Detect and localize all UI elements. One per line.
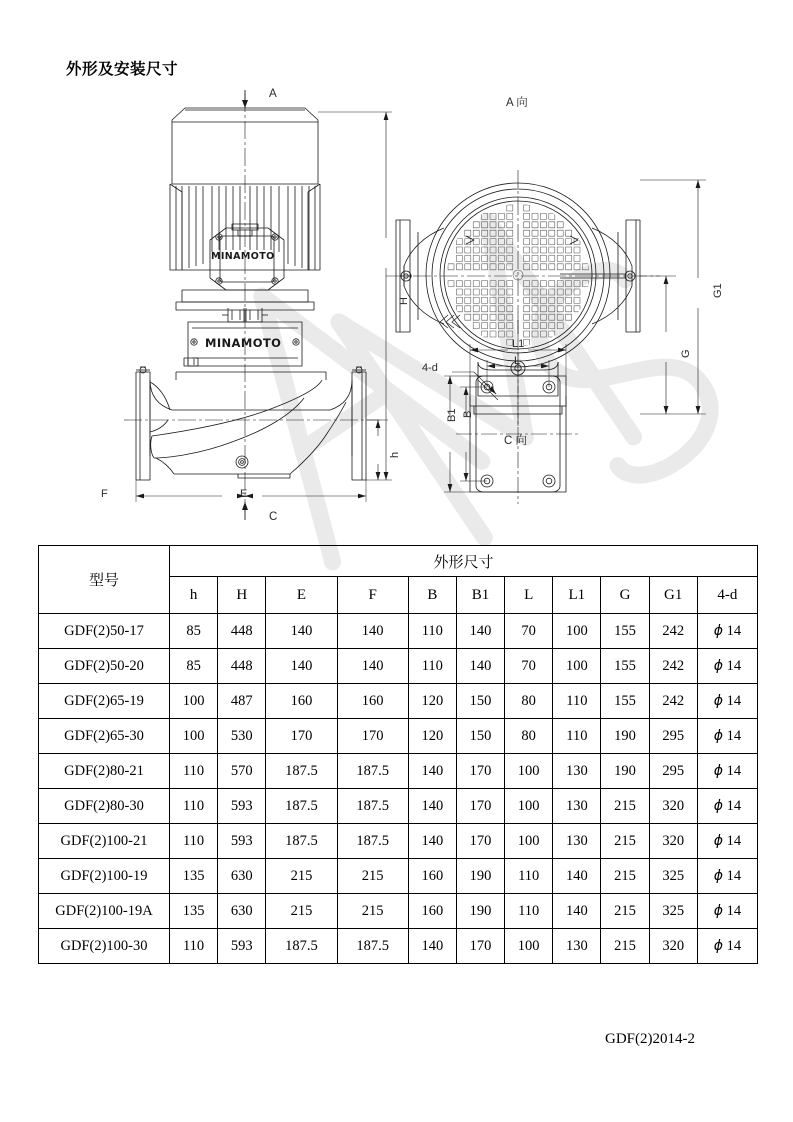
cell-model: GDF(2)80-21: [39, 754, 170, 789]
cell-e: 187.5: [266, 754, 337, 789]
cell-h: 593: [218, 824, 266, 859]
header-col-g1: G1: [649, 577, 697, 614]
cell-b1: 170: [456, 929, 504, 964]
cell-b1: 140: [456, 614, 504, 649]
cell-e: 187.5: [266, 824, 337, 859]
cell-h: 630: [218, 894, 266, 929]
cell-h: 630: [218, 859, 266, 894]
cell-4-d: ϕ 14: [697, 719, 757, 754]
header-col-b: B: [408, 577, 456, 614]
cell-e: 215: [266, 894, 337, 929]
cell-g1: 320: [649, 824, 697, 859]
cell-4-d: ϕ 14: [697, 614, 757, 649]
section-marker-c: C: [269, 511, 278, 523]
pump-outline-drawing: [0, 80, 793, 535]
cell-b: 140: [408, 754, 456, 789]
header-col-h: h: [170, 577, 218, 614]
cell-l: 110: [505, 859, 553, 894]
cell-h: 85: [170, 614, 218, 649]
dim-label-L: L: [514, 355, 521, 367]
cell-f: 140: [337, 649, 408, 684]
cell-b1: 170: [456, 754, 504, 789]
cell-e: 187.5: [266, 789, 337, 824]
cell-h: 100: [170, 684, 218, 719]
cell-g: 215: [601, 789, 649, 824]
cell-b: 160: [408, 894, 456, 929]
table-row: [39, 824, 758, 859]
cell-b: 110: [408, 649, 456, 684]
cell-model: GDF(2)65-19: [39, 684, 170, 719]
cell-h: 448: [218, 614, 266, 649]
table-row: [39, 789, 758, 824]
cell-4-d: ϕ 14: [697, 754, 757, 789]
cell-l1: 130: [553, 824, 601, 859]
cell-g1: 295: [649, 754, 697, 789]
cell-4-d: ϕ 14: [697, 929, 757, 964]
table-row: [39, 649, 758, 684]
cell-b1: 140: [456, 649, 504, 684]
dim-label-F: F: [101, 488, 108, 500]
cell-g1: 325: [649, 859, 697, 894]
phi-icon: ϕ: [713, 692, 723, 709]
brand-label-casing: MINAMOTO: [205, 336, 282, 350]
cell-g: 215: [601, 859, 649, 894]
cell-4-d: ϕ 14: [697, 789, 757, 824]
header-outline-dimensions: 外形尺寸: [170, 546, 758, 577]
dim-label-G1: G1: [712, 283, 724, 298]
cell-b1: 170: [456, 789, 504, 824]
header-col-g: G: [601, 577, 649, 614]
cell-h: 487: [218, 684, 266, 719]
table-row: [39, 614, 758, 649]
dim-label-B1: B1: [446, 408, 458, 422]
page-title: 外形及安装尺寸: [66, 60, 179, 78]
cell-g1: 320: [649, 929, 697, 964]
cell-f: 187.5: [337, 929, 408, 964]
cell-g1: 320: [649, 789, 697, 824]
cell-g: 190: [601, 754, 649, 789]
header-col-l1: L1: [553, 577, 601, 614]
header-col-l: L: [505, 577, 553, 614]
table-row: [39, 894, 758, 929]
cell-f: 187.5: [337, 824, 408, 859]
cell-h: 110: [170, 789, 218, 824]
dimension-table: [38, 545, 758, 964]
cell-g1: 295: [649, 719, 697, 754]
cell-h: 135: [170, 859, 218, 894]
cell-model: GDF(2)50-17: [39, 614, 170, 649]
cell-h: 530: [218, 719, 266, 754]
cell-g: 155: [601, 614, 649, 649]
cell-f: 160: [337, 684, 408, 719]
cell-h: 110: [170, 929, 218, 964]
cell-g: 155: [601, 684, 649, 719]
header-col-e: E: [266, 577, 337, 614]
cell-b: 140: [408, 789, 456, 824]
front-view: [124, 90, 392, 520]
cell-l: 100: [505, 754, 553, 789]
cell-g: 190: [601, 719, 649, 754]
cell-model: GDF(2)100-21: [39, 824, 170, 859]
cell-b: 160: [408, 859, 456, 894]
header-model: 型号: [39, 546, 170, 614]
phi-icon: ϕ: [713, 937, 723, 954]
cell-4-d: ϕ 14: [697, 894, 757, 929]
header-col-4-d: 4-d: [697, 577, 757, 614]
phi-icon: ϕ: [713, 832, 723, 849]
cell-l1: 140: [553, 859, 601, 894]
table-body: [39, 614, 758, 964]
cell-g1: 242: [649, 684, 697, 719]
cell-model: GDF(2)50-20: [39, 649, 170, 684]
header-col-h: H: [218, 577, 266, 614]
cell-b: 110: [408, 614, 456, 649]
cell-b1: 190: [456, 894, 504, 929]
cell-b1: 170: [456, 824, 504, 859]
cell-f: 215: [337, 859, 408, 894]
cell-e: 187.5: [266, 929, 337, 964]
table-header-row-1: [39, 546, 758, 577]
cell-model: GDF(2)100-19A: [39, 894, 170, 929]
header-col-b1: B1: [456, 577, 504, 614]
cell-g: 215: [601, 824, 649, 859]
cell-model: GDF(2)100-30: [39, 929, 170, 964]
cell-e: 160: [266, 684, 337, 719]
cell-l1: 110: [553, 719, 601, 754]
phi-icon: ϕ: [713, 657, 723, 674]
table-row: [39, 719, 758, 754]
cell-b1: 150: [456, 684, 504, 719]
cell-h: 593: [218, 789, 266, 824]
cell-l: 70: [505, 649, 553, 684]
cell-f: 215: [337, 894, 408, 929]
dim-label-H: H: [398, 297, 410, 305]
cell-model: GDF(2)80-30: [39, 789, 170, 824]
section-marker-a: A: [269, 88, 277, 100]
cell-g: 215: [601, 929, 649, 964]
cell-l: 80: [505, 684, 553, 719]
dim-label-G: G: [680, 349, 692, 358]
phi-icon: ϕ: [713, 762, 723, 779]
cell-e: 140: [266, 614, 337, 649]
dim-label-4d: 4-d: [422, 362, 438, 374]
table-row: [39, 754, 758, 789]
cell-l1: 110: [553, 684, 601, 719]
cell-4-d: ϕ 14: [697, 859, 757, 894]
table-row: [39, 684, 758, 719]
cell-l1: 130: [553, 929, 601, 964]
cell-f: 187.5: [337, 754, 408, 789]
cell-l1: 140: [553, 894, 601, 929]
cell-h: 110: [170, 754, 218, 789]
cell-h: 570: [218, 754, 266, 789]
cell-g: 155: [601, 649, 649, 684]
cell-l1: 100: [553, 649, 601, 684]
cell-g1: 325: [649, 894, 697, 929]
cell-l: 100: [505, 824, 553, 859]
cell-h: 135: [170, 894, 218, 929]
table-head: [39, 546, 758, 614]
cell-model: GDF(2)65-30: [39, 719, 170, 754]
cell-b: 120: [408, 684, 456, 719]
cell-l1: 130: [553, 789, 601, 824]
cell-b1: 150: [456, 719, 504, 754]
phi-icon: ϕ: [713, 902, 723, 919]
view-c-label: C 向: [504, 435, 527, 447]
cell-l: 80: [505, 719, 553, 754]
cell-4-d: ϕ 14: [697, 824, 757, 859]
cell-f: 187.5: [337, 789, 408, 824]
cell-4-d: ϕ 14: [697, 649, 757, 684]
cell-h: 100: [170, 719, 218, 754]
cell-g: 215: [601, 894, 649, 929]
cell-g1: 242: [649, 614, 697, 649]
cell-e: 170: [266, 719, 337, 754]
cell-h: 593: [218, 929, 266, 964]
cell-4-d: ϕ 14: [697, 684, 757, 719]
dim-label-E: E: [240, 488, 248, 500]
cell-f: 140: [337, 614, 408, 649]
cell-e: 140: [266, 649, 337, 684]
dim-label-B: B: [462, 410, 474, 418]
brand-label-terminal-box: MINAMOTO: [211, 251, 275, 262]
cell-l1: 100: [553, 614, 601, 649]
cell-e: 215: [266, 859, 337, 894]
cell-b: 140: [408, 824, 456, 859]
phi-icon: ϕ: [713, 867, 723, 884]
cell-l: 100: [505, 929, 553, 964]
table-row: [39, 929, 758, 964]
cell-g1: 242: [649, 649, 697, 684]
table-row: [39, 859, 758, 894]
phi-icon: ϕ: [713, 797, 723, 814]
cell-b: 120: [408, 719, 456, 754]
cell-l: 100: [505, 789, 553, 824]
view-a-label: A 向: [506, 97, 528, 109]
dim-label-L1: L1: [512, 338, 525, 350]
cell-h: 85: [170, 649, 218, 684]
phi-icon: ϕ: [713, 727, 723, 744]
document-code: GDF(2)2014-2: [605, 1031, 695, 1047]
cell-l1: 130: [553, 754, 601, 789]
cell-l: 70: [505, 614, 553, 649]
header-col-f: F: [337, 577, 408, 614]
technical-drawing: [0, 80, 793, 535]
cell-b: 140: [408, 929, 456, 964]
cell-h: 448: [218, 649, 266, 684]
phi-icon: ϕ: [713, 622, 723, 639]
cell-l: 110: [505, 894, 553, 929]
cell-b1: 190: [456, 859, 504, 894]
cell-model: GDF(2)100-19: [39, 859, 170, 894]
cell-h: 110: [170, 824, 218, 859]
cell-f: 170: [337, 719, 408, 754]
dim-label-h: h: [389, 451, 401, 458]
